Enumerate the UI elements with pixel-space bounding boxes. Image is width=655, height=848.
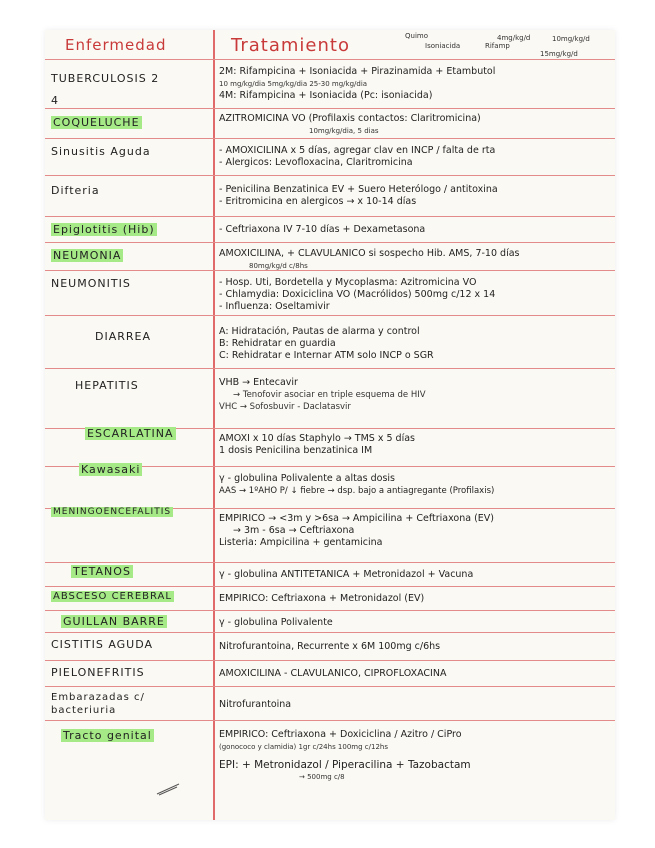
treatment-line: Listeria: Ampicilina + gentamicina (219, 537, 383, 548)
header-note: Rifamp (485, 42, 510, 50)
treatment-block (219, 326, 609, 362)
disease-label: PIELONEFRITIS (51, 666, 145, 679)
header-note: Isoniacida (425, 42, 461, 50)
treatment-block (219, 473, 609, 497)
disease-label: Tracto genital (63, 729, 152, 742)
treatment-line: AMOXICILINA - CLAVULANICO, CIPROFLOXACINA (219, 668, 447, 679)
disease-label: TETANOS (73, 565, 131, 578)
treatment-line: VHB → Entecavir (219, 377, 298, 388)
treatment-line: γ - globulina Polivalente a altas dosis (219, 473, 395, 484)
disease-label: Difteria (51, 184, 100, 197)
treatment-block (219, 668, 609, 680)
treatment-line: γ - globulina ANTITETANICA + Metronidazol + Vacuna (219, 569, 474, 580)
treatment-line: EMPIRICO: Ceftriaxona + Metronidazol (EV) (219, 593, 425, 604)
treatment-line: - Hosp. Uti, Bordetella y Mycoplasma: Azitromicina VO (219, 277, 477, 288)
treatment-line: - Penicilina Benzatinica EV + Suero Heterólogo / antitoxina (219, 184, 498, 195)
disease-label: Sinusitis Aguda (51, 145, 151, 158)
disease-label: NEUMONIA (53, 249, 122, 262)
treatment-block (219, 145, 609, 169)
treatment-line: Nitrofurantoina, Recurrente x 6M 100mg c/6hs (219, 641, 441, 652)
treatment-block (219, 224, 609, 236)
treatment-line: γ - globulina Polivalente (219, 617, 333, 628)
treatment-block (219, 277, 609, 313)
treatment-line: EPI: + Metronidazol / Piperacilina + Tazobactam (219, 759, 471, 771)
treatment-line: EMPIRICO: Ceftriaxona + Doxiciclina / Azitro / CiPro (219, 729, 462, 740)
treatment-line: C: Rehidratar e Internar ATM solo INCP o SGR (219, 350, 434, 361)
treatment-line: 10mg/kg/dia, 5 dias (309, 127, 379, 135)
treatment-block (219, 699, 609, 711)
treatment-line: - Chlamydia: Doxiciclina VO (Macrólidos) 500mg c/12 x 14 (219, 289, 496, 300)
treatment-line: Nitrofurantoina (219, 699, 292, 710)
disease-label: CISTITIS AGUDA (51, 638, 154, 651)
treatment-line: → Tenofovir asociar en triple esquema de HIV (233, 390, 426, 400)
disease-label: Kawasaki (81, 463, 141, 476)
treatment-line: - Ceftriaxona IV 7-10 días + Dexametasona (219, 224, 426, 235)
treatment-line: 10 mg/kg/dia 5mg/kg/dia 25-30 mg/kg/dia (219, 80, 368, 88)
treatment-line: → 3m - 6sa → Ceftriaxona (233, 525, 355, 536)
disease-label: GUILLAN BARRE (63, 615, 165, 628)
treatment-line: 80mg/kg/d c/8hs (249, 262, 308, 270)
disease-label: NEUMONITIS (51, 277, 131, 290)
treatment-line: 1 dosis Penicilina benzatinica IM (219, 445, 373, 456)
disease-label: DIARREA (95, 330, 152, 343)
treatment-block (219, 617, 609, 629)
treatment-block (219, 433, 609, 457)
disease-label: Embarazadas c/ bacteriuria (51, 692, 145, 716)
treatment-line: VHC → Sofosbuvir - Daclatasvir (219, 402, 351, 412)
disease-label: ESCARLATINA (87, 427, 174, 440)
notebook-page (45, 30, 615, 820)
disease-label: TUBERCULOSIS 2 4 (51, 72, 160, 107)
header-note: 4mg/kg/d (497, 34, 531, 42)
treatment-line: AMOXI x 10 días Staphylo → TMS x 5 días (219, 433, 416, 444)
treatment-block (219, 184, 609, 208)
treatment-block (219, 641, 609, 653)
treatment-line: AMOXICILINA, + CLAVULANICO si sospecho Hib. AMS, 7-10 días (219, 248, 520, 259)
scribble-mark (155, 782, 181, 796)
treatment-block (219, 569, 609, 581)
treatment-line: - Alergicos: Levofloxacina, Claritromicina (219, 157, 413, 168)
treatment-block (219, 66, 609, 102)
treatment-block (219, 513, 609, 549)
treatment-block (219, 113, 609, 137)
disease-label: Epiglotitis (Hib) (53, 223, 155, 236)
header-note: Quimo (405, 32, 428, 40)
header-note: 10mg/kg/d (552, 35, 590, 43)
disease-label: HEPATITIS (75, 379, 139, 392)
treatment-line: A: Hidratación, Pautas de alarma y control (219, 326, 420, 337)
treatment-line: AZITROMICINA VO (Profilaxis contactos: Claritromicina) (219, 113, 481, 124)
disease-label: ABSCESO CEREBRAL (53, 591, 172, 602)
disease-label: MENINGOENCEFALITIS (53, 507, 172, 517)
treatment-line: AAS → 1ºAHO P/ ↓ fiebre → dsp. bajo a antiagregante (Profilaxis) (219, 486, 495, 496)
treatment-line: - Influenza: Oseltamivir (219, 301, 330, 312)
treatment-line: 4M: Rifampicina + Isoniacida (Pc: isoniacida) (219, 90, 433, 101)
treatment-block (219, 593, 609, 605)
treatment-line: EMPIRICO → <3m y >6sa → Ampicilina + Ceftriaxona (EV) (219, 513, 495, 524)
margin-line (213, 30, 215, 820)
treatment-line: → 500mg c/8 (299, 773, 345, 781)
treatment-block (219, 729, 609, 783)
treatment-line: - Eritromicina en alergicos → x 10-14 días (219, 196, 417, 207)
treatment-line: - AMOXICILINA x 5 días, agregar clav en INCP / falta de rta (219, 145, 496, 156)
treatment-block (219, 377, 609, 413)
header-note: 15mg/kg/d (540, 50, 578, 58)
disease-label: COQUELUCHE (53, 116, 140, 129)
treatment-line: (gonococo y clamidia) 1gr c/24hs 100mg c/12hs (219, 743, 388, 751)
treatment-block (219, 248, 609, 272)
header-right: Tratamiento (231, 35, 350, 56)
treatment-line: 2M: Rifampicina + Isoniacida + Pirazinamida + Etambutol (219, 66, 496, 77)
treatment-line: B: Rehidratar en guardia (219, 338, 336, 349)
header-left: Enfermedad (65, 36, 167, 54)
